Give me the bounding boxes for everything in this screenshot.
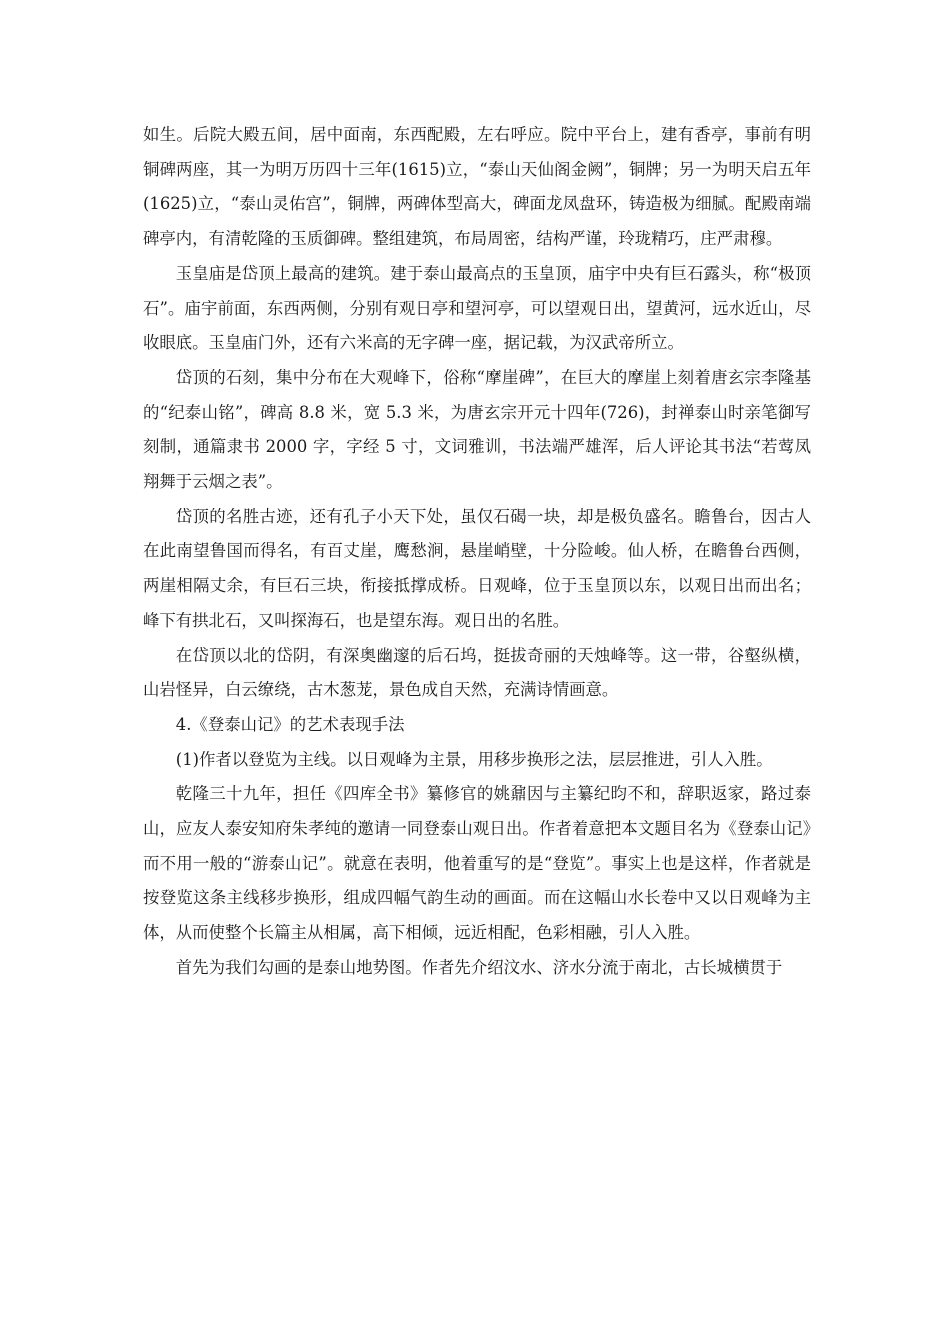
paragraph-1: 如生。后院大殿五间，居中面南，东西配殿，左右呼应。院中平台上，建有香亭，事前有明铜碑两座，其一为明万历四十三年(1615)立，“泰山天仙阁金阙”，铜牌；另一为明天启五年(1625)立，“泰山灵佑宫”，铜牌，两碑体型高大，碑面龙凤盘环，铸造极为细腻。配殿南端碑亭内，有清乾隆的玉质御碑。整组建筑，布局周密，结构严谨，玲珑精巧，庄严肃穆。 bbox=[143, 125, 811, 249]
paragraph-8: 乾隆三十九年，担任《四库全书》纂修官的姚鼐因与主纂纪昀不和，辞职返家，路过泰山，应友人泰安知府朱孝纯的邀请一同登泰山观日出。作者着意把本文题目名为《登泰山记》而不用一般的“游泰山记”。就意在表明，他着重写的是“登览”。事实上也是这样，作者就是按登览这条主线移步换形，组成四幅气韵生动的画面。而在这幅山水长卷中又以日观峰为主体，从而使整个长篇主从相属，高下相倾，远近相配，色彩相融，引人入胜。 bbox=[143, 784, 811, 943]
paragraph-3: 岱顶的石刻，集中分布在大观峰下，俗称“摩崖碑”，在巨大的摩崖上刻着唐玄宗李隆基的“纪泰山铭”，碑高 8.8 米，宽 5.3 米，为唐玄宗开元十四年(726)，封禅泰山时亲笔御写刻制，通篇隶书 2000 字，字经 5 寸，文词雅训，书法端严雄浑，后人评论其书法“若莺凤翔舞于云烟之表”。 bbox=[143, 367, 811, 492]
paragraph-9: 首先为我们勾画的是泰山地势图。作者先介绍汶水、济水分流于南北，古长城横贯于 bbox=[175, 957, 783, 977]
document-body bbox=[143, 118, 811, 986]
paragraph-2: 玉皇庙是岱顶上最高的建筑。建于泰山最高点的玉皇顶，庙宇中央有巨石露头，称“极顶石”。庙宇前面，东西两侧，分别有观日亭和望河亭，可以望观日出，望黄河，远水近山，尽收眼底。玉皇庙门外，还有六米高的无字碑一座，据记载，为汉武帝所立。 bbox=[143, 263, 811, 353]
paragraph-4: 岱顶的名胜古迹，还有孔子小天下处，虽仅石碣一块，却是极负盛名。瞻鲁台，因古人在此南望鲁国而得名，有百丈崖，鹰愁涧，悬崖峭壁，十分险峻。仙人桥，在瞻鲁台西侧，两崖相隔丈余，有巨石三块，衔接抵撑成桥。日观峰，位于玉皇顶以东，以观日出而出名；峰下有拱北石，又叫探海石，也是望东海。观日出的名胜。 bbox=[143, 506, 811, 630]
paragraph-5: 在岱顶以北的岱阴，有深奥幽邃的后石坞，挺拔奇丽的天烛峰等。这一带，谷壑纵横，山岩怪异，白云缭绕，古木葱茏，景色成自天然，充满诗情画意。 bbox=[143, 645, 811, 700]
subsection-heading: (1)作者以登览为主线。以日观峰为主景，用移步换形之法，层层推进，引人入胜。 bbox=[175, 749, 773, 769]
section-heading: 4.《登泰山记》的艺术表现手法 bbox=[175, 714, 405, 734]
